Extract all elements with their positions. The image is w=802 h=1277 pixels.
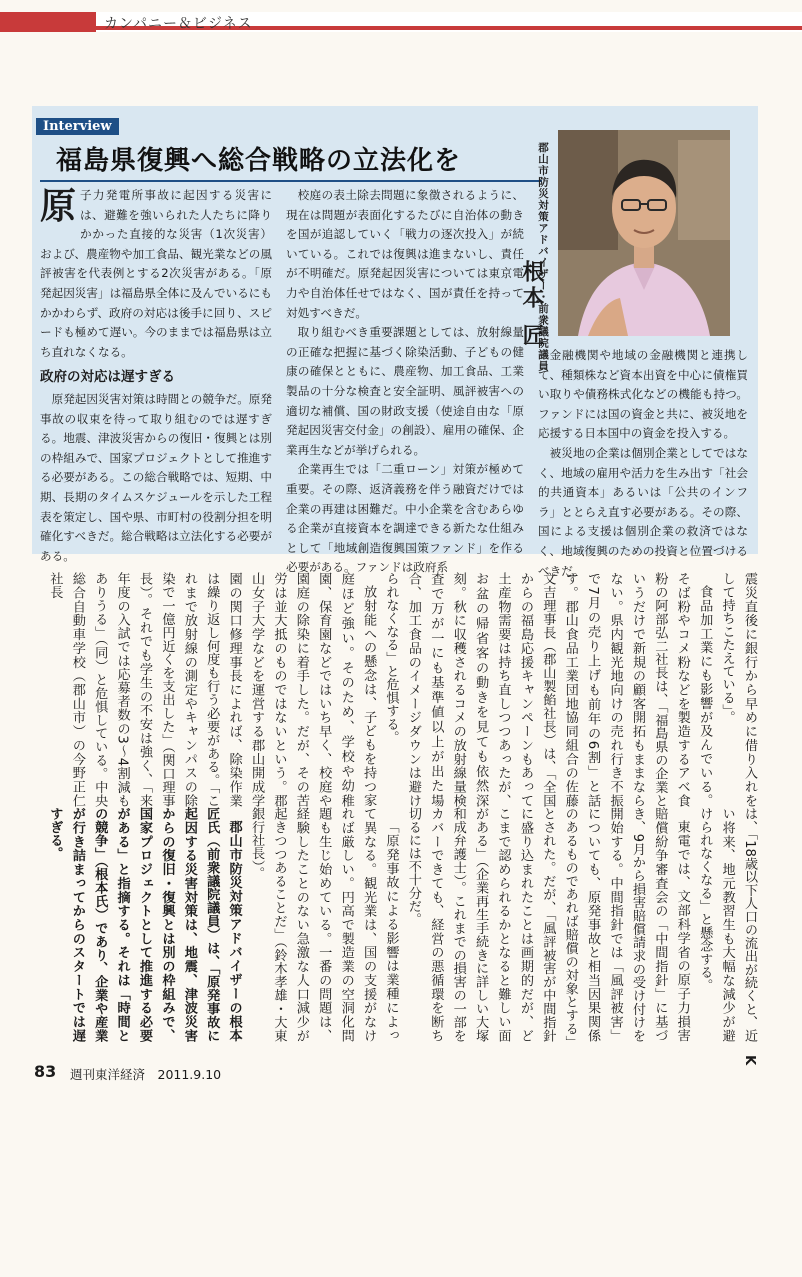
interview-subheading: 政府の対応は遅すぎる (40, 369, 175, 386)
article-paragraph: 郡山市防災対策アドバイザーの根本匠氏（前衆議院議員）は、「原発事故に起因する災害対策は、地震、津波災害からの復旧・復興とは別の枠組みで、国家プロジェクトとして推進する必要がある」と指摘する。それは「時間との競争」（根本氏）であり、企業や産業が行き詰まってからのスタートでは遅すぎる。 (47, 807, 242, 1042)
article-paragraph: は、「18歳以下人口の流出が続くと、近い将来、地元教習生も大幅な減少が避けられなくなる」と懸念する。 (697, 807, 757, 1042)
article-paragraph: 東電では、文部科学省の原子力損害賠償紛争審査会の「中間指針」に基づき、9月から損害賠償請求の受け付けを開始する。中間指針では「風評被害」についても、原発事故と相当因果関係のあるものであれば賠償の対象とする」とされた。だが、「風評被害が中間指針に盛り込まれたことは画期的だが、どこまで認められるかとなると難しい面がある」（企業再生手続きに詳しい大塚和成弁護士）。これまでの損害の一部をカバーできても、経営の悪循環を断ち切るには不十分だ。 (405, 807, 690, 1042)
article-paragraph: 放射能への懸念は、子どもを持つ家庭ほど強い。そのため、学校や幼稚園、保育園などではいち早く、校庭や園庭の除染に着手した。だが、その苦労は並大抵のものではないという。郡山女子大学などを運営する郡山開成学園の関口修理事長によれば、除染作業は繰り返し何度も行う必要がある。「これまで放射線の測定やキャンパスの除染で一億円近くを支出した」（関口理事長）。それでも学生の不安は強く、「来年度の入試では応募者数の3〜4割減もありうる」（同）と危惧している。中央総合自動車学校（郡山市）の今野正仁社長 (47, 572, 377, 807)
interview-tag: Interview (36, 118, 119, 135)
interviewee-role: 郡山市防災対策アドバイザー・前衆議院議員 (537, 142, 549, 372)
interviewee-name: 根本 匠 (519, 260, 544, 350)
interview-paragraph: 金融機関や地域の金融機関と連携して、種類株など資本出資を中心に債権買い取りや債務株式化などの機能も持つ。ファンドには国の資金と共に、被災地を応援する日本国中の資金を投入する。 (538, 348, 748, 441)
section-label: カンパニー＆ビジネス (104, 16, 253, 32)
article-paragraph: 「原発事故による影響は業種によって異なる。観光業は、国の支援がなければ厳しい。円高で製造業の空洞化問題も生じ始めている。一番の問題は、経験したことのない急激な人口減少が起きつつあることだ」（鈴木孝雄・大東銀行社長）。 (249, 807, 399, 1042)
article-paragraph: 震災直後に銀行から早めに借り入れをして持ちこたえている」。 (719, 572, 757, 807)
interview-paragraph: 子力発電所事故に起因する災害には、避難を強いられた人たちに降りかかった直接的な災害（1次災害）および、農産物や加工食品、観光業などの風評被害を代表例とする2次災害がある。「原発起因災害」は福島県全体に及んでいるにもかかわらず、政府の対応は後手に回り、スピードも極めて遅い。今のままでは福島県は立ち直れなくなる。 (40, 188, 272, 359)
interview-paragraph: 校庭の表土除去問題に象徴されるように、現在は問題が表面化するたびに自治体の動きを国が追認していく「戦力の逐次投入」が続いている。これでは復興は進まないし、責任が不明確だ。原発起因災害については東京電力や自治体任せではなく、国が責任を持って対処すべきだ。 (286, 188, 524, 320)
interview-column-3 (538, 346, 748, 581)
title-rule (40, 180, 542, 182)
interview-column-1 (40, 186, 272, 566)
page-number: 83 (34, 1062, 57, 1081)
interview-paragraph: 取り組むべき重要課題としては、放射線量の正確な把握に基づく除染活動、子どもの健康の確保とともに、農産物、加工食品、工業製品の十分な検査と安全証明、風評被害への適切な補償、国の財政支援（使途自由な「原発起因災害交付金」の創設）、雇用の確保、企業再生などが挙げられる。 (286, 325, 524, 457)
interview-paragraph: 企業再生では「二重ローン」対策が極めて重要。その際、返済義務を伴う融資だけでは企業の再建は困難だ。中小企業を含むあらゆる企業が直接資本を調達できる新たな仕組みとして「地域創造復興国策ファンド」を作る必要がある。ファンドは政府系 (286, 462, 524, 575)
section-header-accent (0, 12, 96, 32)
drop-cap: 原 (40, 186, 77, 227)
author-mark: K (742, 1055, 757, 1066)
interview-title: 福島県復興へ総合戦略の立法化を (56, 146, 462, 176)
interviewee-photo (558, 130, 730, 336)
interview-paragraph: 原発起因災害対策は時間との競争だ。原発事故の収束を待って取り組むのでは遅すぎる。地震、津波災害からの復旧・復興とは別の枠組みで、国家プロジェクトとして推進する必要がある。この総合戦略では、短期、中期、長期のタイムスケジュールを示した工程表を策定し、国や県、市町村の役割分担を明確化すべきだ。総合戦略は立法化する必要がある。 (40, 391, 272, 563)
interview-paragraph: 被災地の企業は個別企業としてではなく、地域の雇用や活力を生み出す「社会的共通資本」あるいは「公共のインフラ」ととらえ直す必要がある。その際、国による支援は個別企業の救済ではなく、地域復興のための投資と位置づけるべきだ。 (538, 445, 748, 578)
article-body (38, 572, 760, 1066)
magazine-issue: 週刊東洋経済 2011.9.10 (70, 1067, 222, 1082)
article-paragraph: 食品加工業にも影響が及んでいる。そば粉やコメ粉などを製造するアベ食粉の阿部弘二社長は、「福島県の企業というだけで新規の顧客開拓もままならない。県内観光地向けの売れ行き不振で7月の売り上げも前年の6割」と話す。郡山食品工業団地協同組合の佐藤文吉理事長（郡山製餡社長）は、「全国からの福島応援キャンペーンもあって土産物需要は持ち直しつつあったが、お盆の帰省客の動きを見ても依然深刻。秋に収穫されるコメの放射線量検査で万が一にも基準値以上が出た場合、加工食品のイメージダウンは避けられなくなる」と危惧する。 (383, 572, 713, 807)
interview-column-2 (286, 186, 524, 578)
